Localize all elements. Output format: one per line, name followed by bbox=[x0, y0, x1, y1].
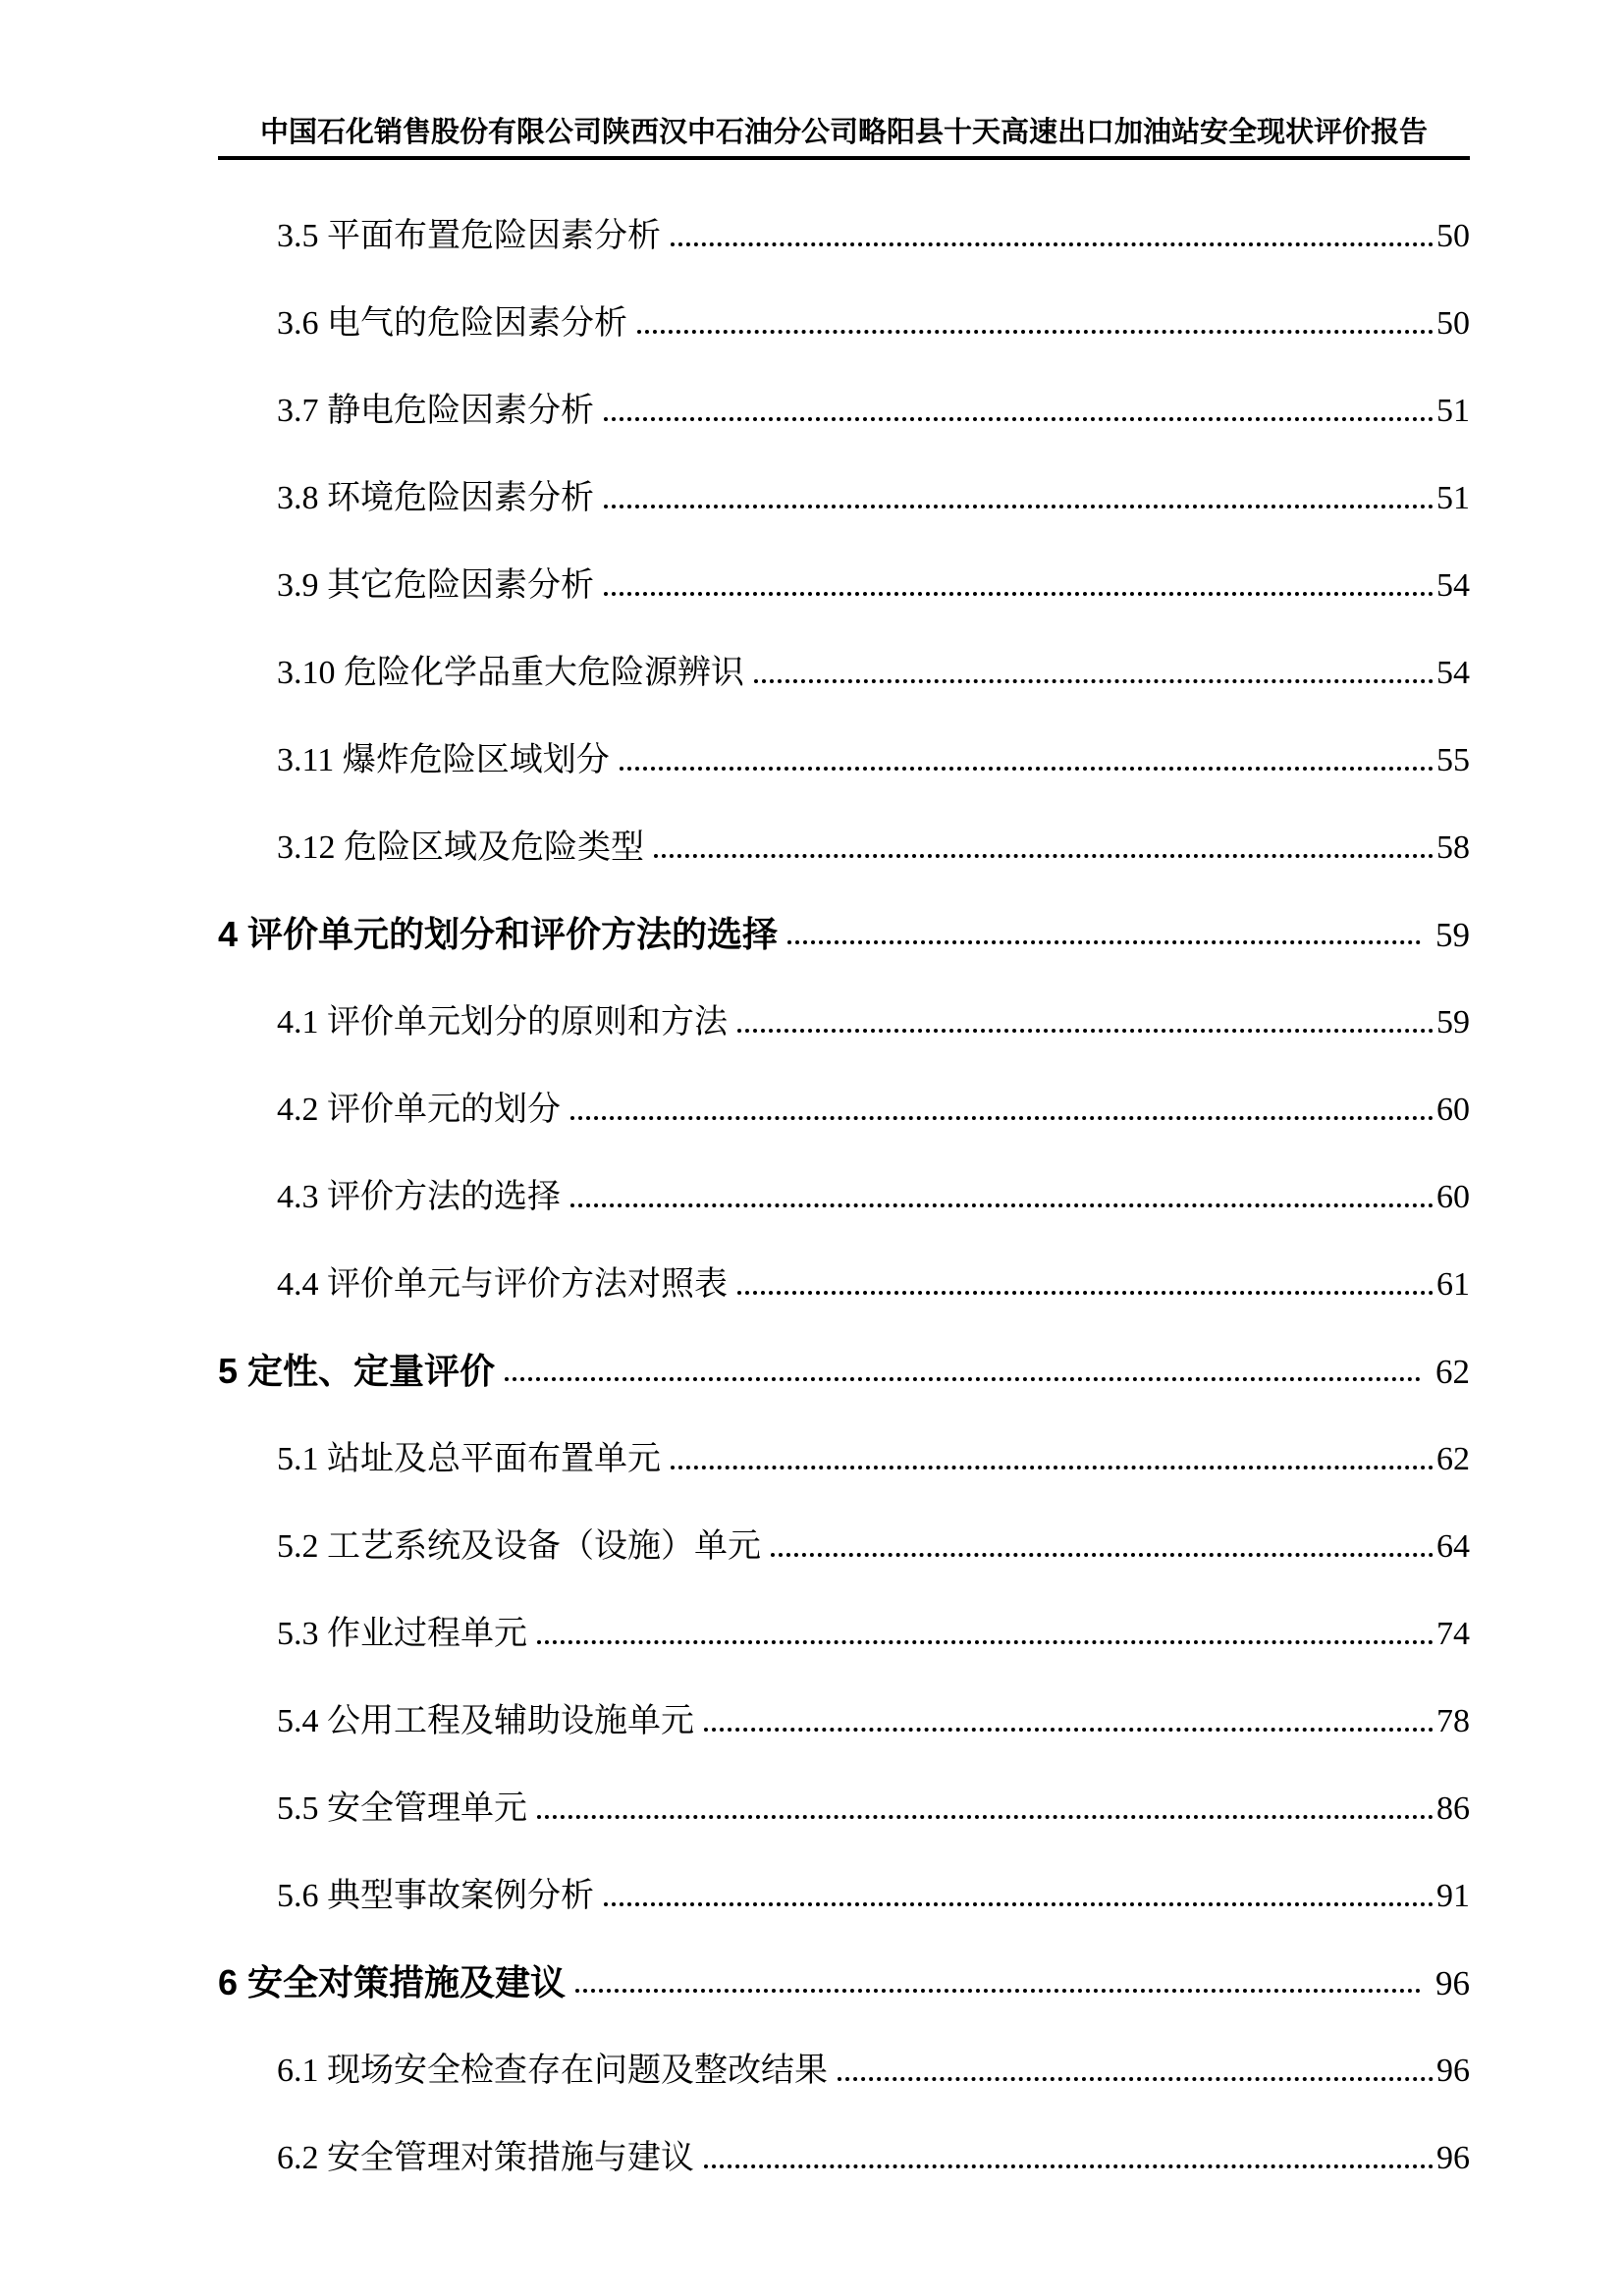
toc-entry-page: 51 bbox=[1436, 392, 1470, 429]
toc-dot-leader bbox=[505, 1377, 1421, 1381]
toc-entry[interactable] bbox=[218, 1478, 1470, 1566]
toc-entry-page: 62 bbox=[1436, 1440, 1470, 1477]
toc-entry[interactable] bbox=[218, 2002, 1470, 2090]
toc-entry-page: 91 bbox=[1436, 1877, 1470, 1914]
toc-dot-leader bbox=[737, 1291, 1434, 1295]
toc-entry[interactable] bbox=[218, 692, 1470, 779]
toc-entry-page: 62 bbox=[1435, 1352, 1470, 1391]
toc-dot-leader bbox=[838, 2077, 1434, 2081]
toc-entry-label: 5.6 典型事故案例分析 bbox=[277, 1877, 594, 1914]
toc-entry-label: 3.10 危险化学品重大危险源辨识 bbox=[277, 654, 744, 691]
toc-dot-leader bbox=[787, 940, 1421, 944]
toc-entry-page: 55 bbox=[1436, 741, 1470, 778]
toc-entry[interactable] bbox=[218, 1041, 1470, 1129]
toc-dot-leader bbox=[537, 1815, 1434, 1819]
toc-entry-page: 78 bbox=[1436, 1702, 1470, 1739]
toc-entry-page: 86 bbox=[1436, 1789, 1470, 1827]
toc-dot-leader bbox=[570, 1203, 1434, 1207]
toc-entry-page: 96 bbox=[1436, 2052, 1470, 2089]
toc-entry-label: 3.6 电气的危险因素分析 bbox=[277, 304, 627, 342]
toc-entry-label: 3.8 环境危险因素分析 bbox=[277, 479, 594, 516]
toc-entry-page: 51 bbox=[1436, 479, 1470, 516]
toc-dot-leader bbox=[570, 1116, 1434, 1120]
toc-entry-page: 58 bbox=[1436, 828, 1470, 866]
toc-dot-leader bbox=[704, 2164, 1434, 2168]
toc-entry-label: 6 安全对策措施及建议 bbox=[218, 1961, 567, 2002]
page-header bbox=[218, 114, 1470, 160]
toc-entry-label: 5.4 公用工程及辅助设施单元 bbox=[277, 1702, 694, 1739]
toc-entry[interactable] bbox=[218, 1653, 1470, 1740]
toc-entry[interactable] bbox=[218, 255, 1470, 343]
toc-dot-leader bbox=[771, 1553, 1434, 1557]
toc-entry[interactable] bbox=[218, 605, 1470, 692]
toc-entry-label: 6.2 安全管理对策措施与建议 bbox=[277, 2139, 694, 2176]
toc-entry[interactable] bbox=[218, 1566, 1470, 1653]
toc-entry-page: 50 bbox=[1436, 304, 1470, 342]
toc-entry[interactable] bbox=[218, 517, 1470, 605]
toc-entry-label: 4.2 评价单元的划分 bbox=[277, 1091, 561, 1128]
toc-entry[interactable] bbox=[218, 1216, 1470, 1304]
toc-entry-label: 3.11 爆炸危险区域划分 bbox=[277, 741, 610, 778]
toc-entry[interactable] bbox=[218, 1304, 1470, 1391]
toc-dot-leader bbox=[637, 330, 1434, 334]
toc-dot-leader bbox=[604, 417, 1434, 421]
toc-entry-page: 64 bbox=[1436, 1527, 1470, 1565]
toc-entry-page: 60 bbox=[1436, 1091, 1470, 1128]
toc-entry[interactable] bbox=[218, 1740, 1470, 1828]
toc-entry-label: 4.3 评价方法的选择 bbox=[277, 1178, 561, 1215]
toc-entry-label: 4 评价单元的划分和评价方法的选择 bbox=[218, 913, 779, 954]
page-header-title: 中国石化销售股份有限公司陕西汉中石油分公司略阳县十天高速出口加油站安全现状评价报告 bbox=[259, 117, 1428, 148]
toc-entry[interactable] bbox=[218, 779, 1470, 867]
toc-entry[interactable] bbox=[218, 1915, 1470, 2002]
toc-entry-label: 4.1 评价单元划分的原则和方法 bbox=[277, 1003, 728, 1041]
toc-dot-leader bbox=[671, 1466, 1434, 1469]
toc-dot-leader bbox=[620, 767, 1434, 771]
toc-entry[interactable] bbox=[218, 430, 1470, 517]
toc-entry-label: 5.1 站址及总平面布置单元 bbox=[277, 1440, 661, 1477]
toc-dot-leader bbox=[704, 1728, 1434, 1732]
toc-entry-label: 5.5 安全管理单元 bbox=[277, 1789, 527, 1827]
toc-dot-leader bbox=[754, 679, 1434, 683]
toc-entry-label: 5.3 作业过程单元 bbox=[277, 1615, 527, 1652]
toc-entry[interactable] bbox=[218, 1391, 1470, 1478]
toc-dot-leader bbox=[737, 1029, 1434, 1033]
toc-entry-page: 74 bbox=[1436, 1615, 1470, 1652]
toc-entry-page: 96 bbox=[1435, 1963, 1470, 2002]
toc-entry-label: 5 定性、定量评价 bbox=[218, 1350, 496, 1391]
toc-dot-leader bbox=[604, 505, 1434, 508]
toc-entry-page: 60 bbox=[1436, 1178, 1470, 1215]
toc-entry-label: 5.2 工艺系统及设备（设施）单元 bbox=[277, 1527, 761, 1565]
toc-entry-label: 6.1 现场安全检查存在问题及整改结果 bbox=[277, 2052, 828, 2089]
toc-entry-page: 50 bbox=[1436, 217, 1470, 254]
toc-entry-page: 54 bbox=[1436, 566, 1470, 604]
toc-entry[interactable] bbox=[218, 168, 1470, 255]
toc-entry-label: 3.5 平面布置危险因素分析 bbox=[277, 217, 661, 254]
toc-dot-leader bbox=[575, 1989, 1421, 1993]
toc-entry-page: 54 bbox=[1436, 654, 1470, 691]
toc-entry-page: 59 bbox=[1435, 915, 1470, 954]
toc-dot-leader bbox=[604, 1902, 1434, 1906]
toc-entry-page: 59 bbox=[1436, 1003, 1470, 1041]
toc-dot-leader bbox=[654, 854, 1434, 858]
toc bbox=[218, 168, 1470, 2177]
toc-entry-label: 3.9 其它危险因素分析 bbox=[277, 566, 594, 604]
toc-dot-leader bbox=[604, 592, 1434, 596]
toc-entry[interactable] bbox=[218, 2090, 1470, 2177]
toc-entry-label: 4.4 评价单元与评价方法对照表 bbox=[277, 1265, 728, 1303]
toc-entry-label: 3.7 静电危险因素分析 bbox=[277, 392, 594, 429]
toc-entry-page: 61 bbox=[1436, 1265, 1470, 1303]
toc-dot-leader bbox=[537, 1640, 1434, 1644]
toc-entry[interactable] bbox=[218, 343, 1470, 430]
toc-entry[interactable] bbox=[218, 867, 1470, 954]
toc-entry[interactable] bbox=[218, 1129, 1470, 1216]
toc-entry[interactable] bbox=[218, 1828, 1470, 1915]
toc-dot-leader bbox=[671, 242, 1434, 246]
toc-entry-page: 96 bbox=[1436, 2139, 1470, 2176]
toc-entry-label: 3.12 危险区域及危险类型 bbox=[277, 828, 644, 866]
toc-entry[interactable] bbox=[218, 954, 1470, 1041]
